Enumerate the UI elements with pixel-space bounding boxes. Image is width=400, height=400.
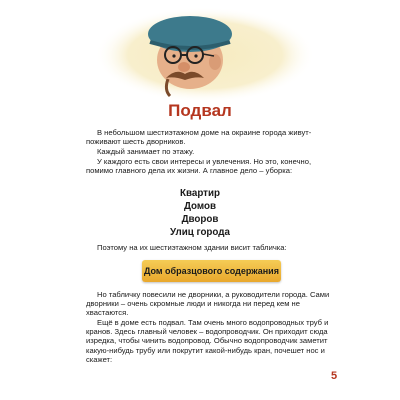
paragraph-3: У каждого есть свои интересы и увлечения. Но это, конечно, помимо главного дела их жизни. А главное дело – уборка: [86,157,312,176]
cleaning-list [0,187,400,239]
paragraph-4: Но табличку повесили не дворники, а руководители города. Сами дворники – очень скромные люди и никогда ни перед кем не хвастаются. [86,290,330,318]
page-title: Подвал [168,101,232,120]
paragraph-5: Ещё в доме есть подвал. Там очень много водопроводных труб и кранов. Здесь главный человек – водопроводчик. Он приходит сюда изредка, чтобы чинить водопровод. Обычно водопроводчик заметит какую-нибудь трубу или покрутит какой-нибудь кран, почешет нос и скажет: [86,318,329,364]
ear [209,54,221,70]
list-item: Дворов [181,214,219,225]
list-item: Квартир [180,188,220,199]
list-item: Улиц города [170,227,230,238]
paragraph-1: В небольшом шестиэтажном доме на окраине города живут-поживают шесть дворников. [86,128,312,147]
page-number: 5 [331,370,338,382]
sign-text: Дом образцового содержания [144,266,279,276]
sign-plaque [142,260,281,282]
sign-intro: Поэтому на их шестиэтажном здании висит табличка: [97,243,287,252]
nose [178,62,190,72]
paragraph-2: Каждый занимает по этажу. [97,147,195,156]
list-item: Домов [183,201,217,212]
